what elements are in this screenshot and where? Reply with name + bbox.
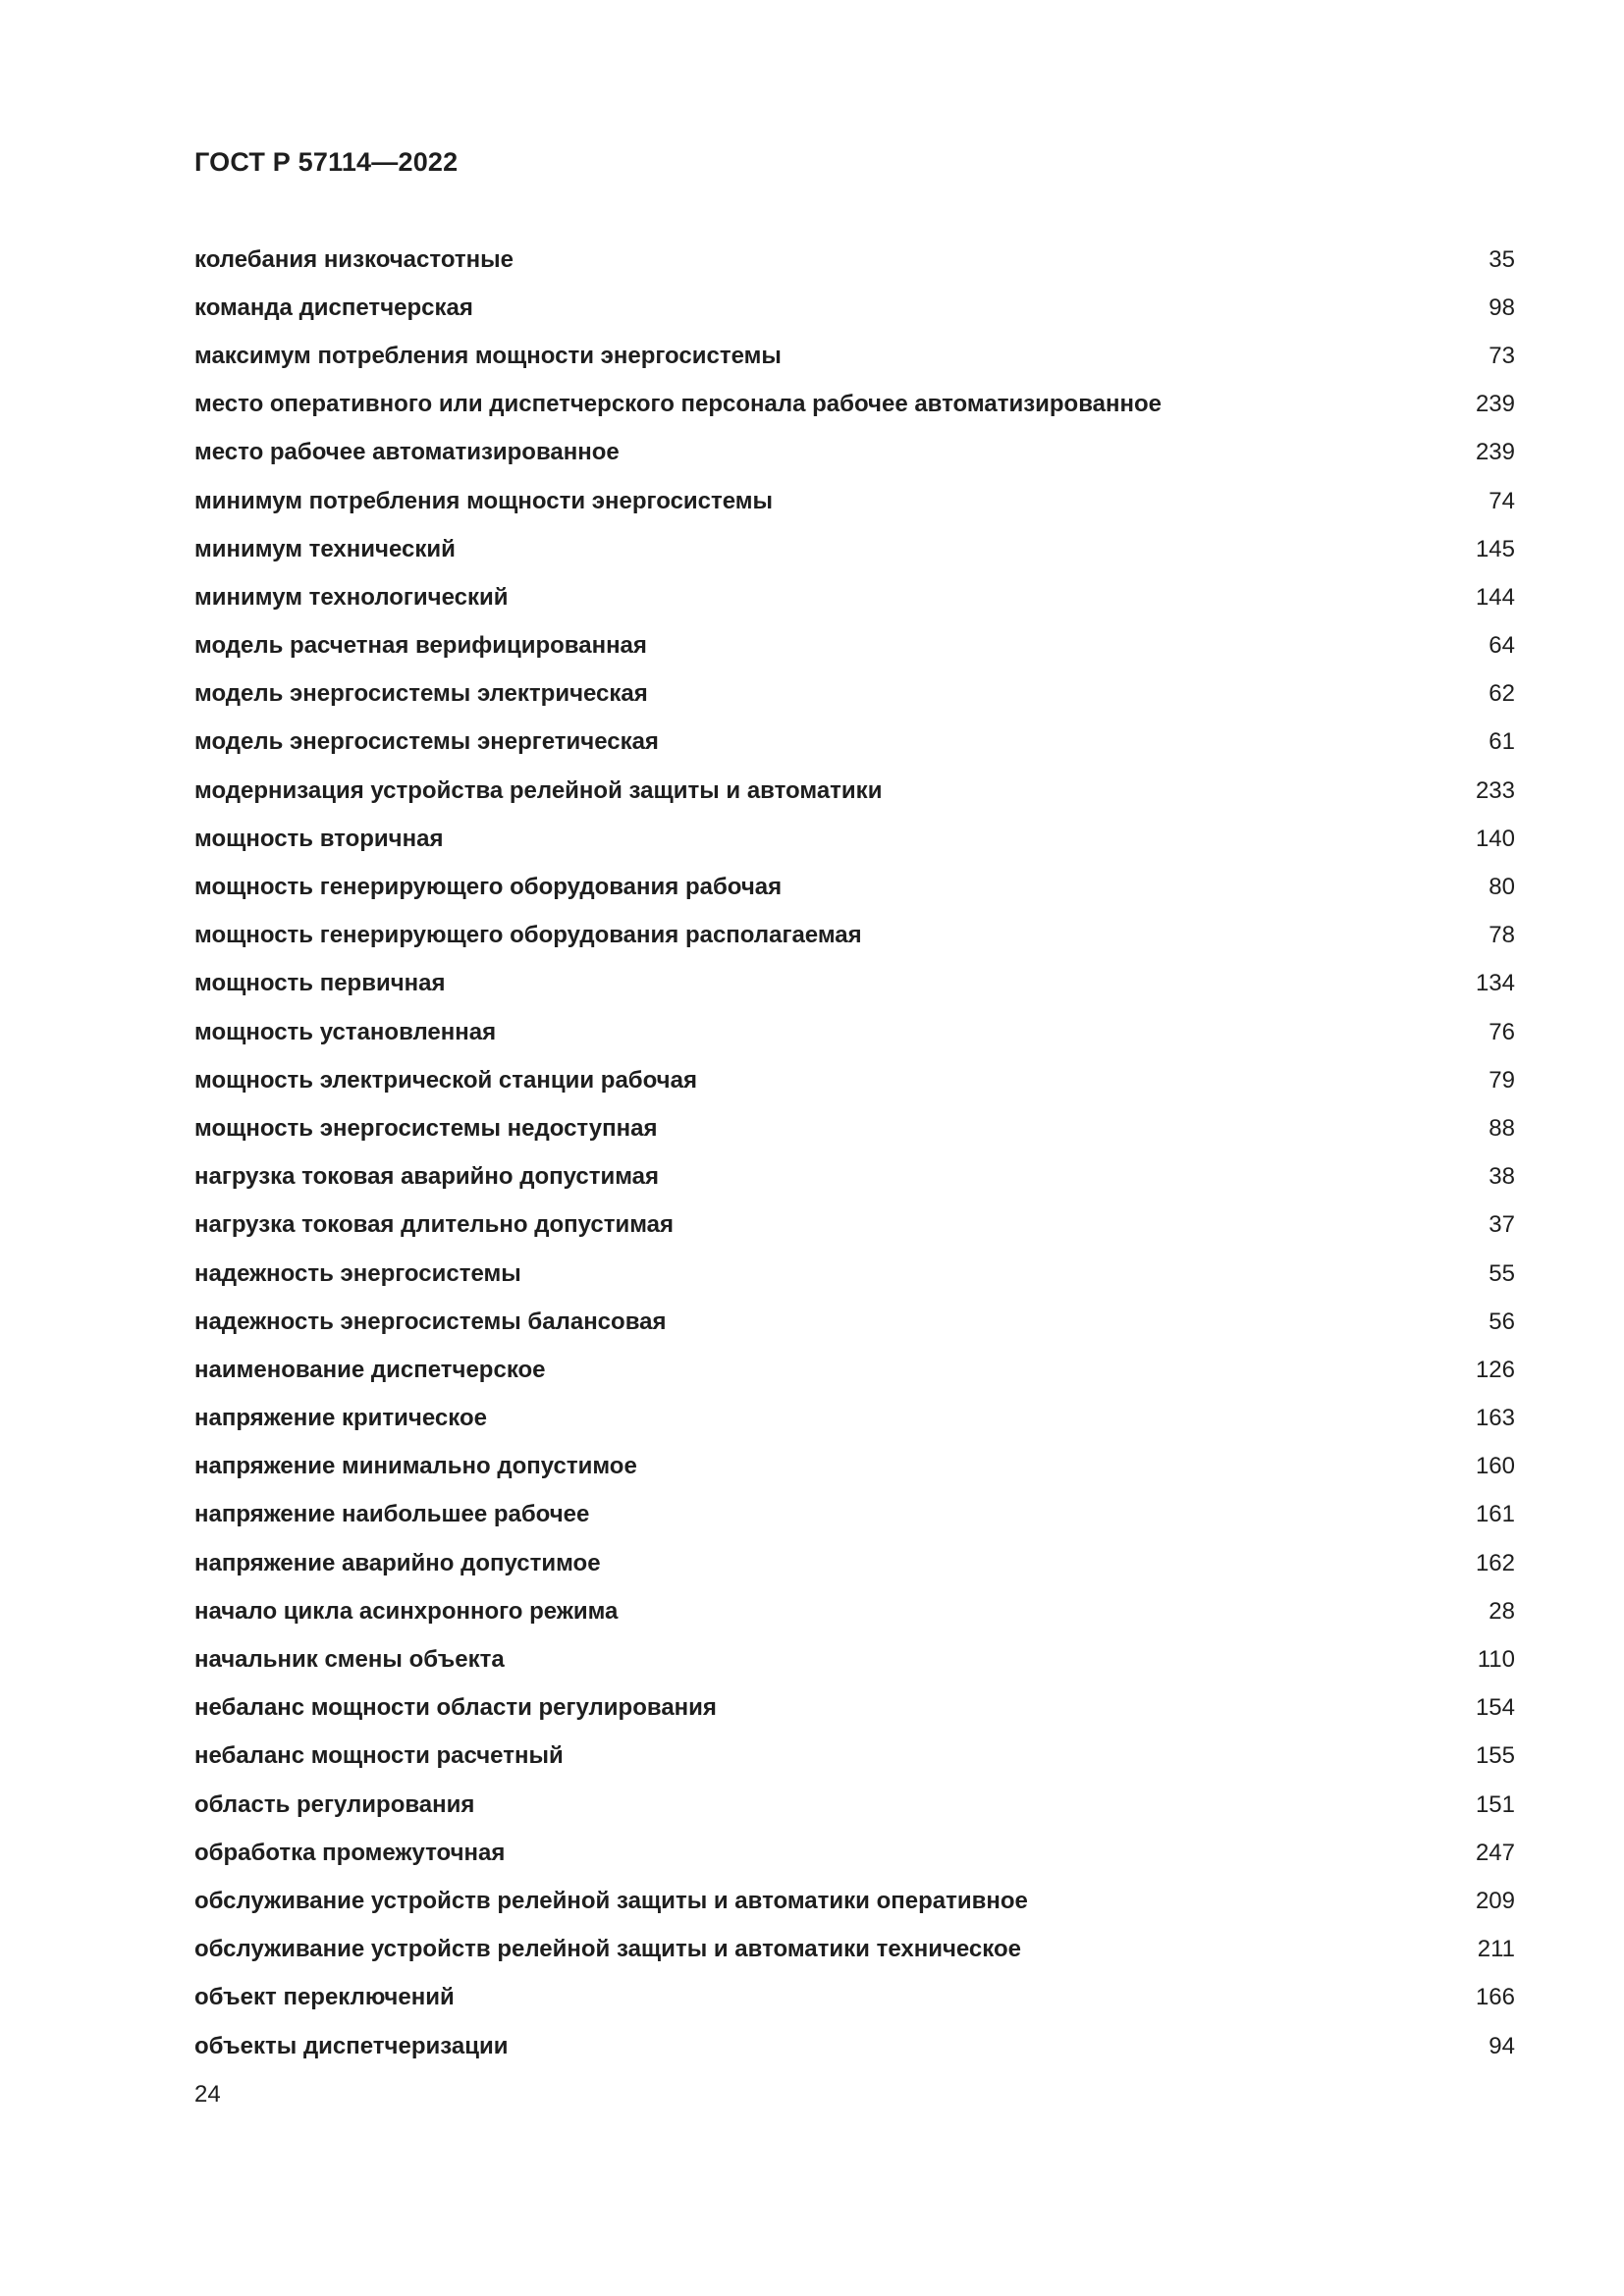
index-page-number: 64	[1489, 632, 1515, 660]
index-term: модель энергосистемы энергетическая	[194, 728, 659, 756]
index-page-number: 55	[1489, 1259, 1515, 1287]
index-term: обслуживание устройств релейной защиты и автоматики техническое	[194, 1936, 1021, 1963]
index-entry	[194, 1395, 1515, 1443]
index-entry	[194, 1587, 1515, 1635]
index-entry	[194, 1684, 1515, 1733]
index-entry	[194, 622, 1515, 670]
index-term: мощность вторичная	[194, 825, 444, 852]
index-term: минимум технический	[194, 535, 456, 562]
index-entry	[194, 670, 1515, 719]
index-page-number: 233	[1475, 776, 1515, 804]
index-page-number: 38	[1489, 1163, 1515, 1191]
index-term: объекты диспетчеризации	[194, 2032, 509, 2059]
index-entry	[194, 1104, 1515, 1152]
index-entry	[194, 332, 1515, 380]
index-page-number: 79	[1489, 1066, 1515, 1094]
index-entry	[194, 525, 1515, 573]
index-page-number: 80	[1489, 874, 1515, 901]
index-term: надежность энергосистемы балансовая	[194, 1308, 667, 1335]
index-page-number: 73	[1489, 342, 1515, 369]
index-term: наименование диспетчерское	[194, 1356, 546, 1383]
index-page-number: 76	[1489, 1018, 1515, 1045]
index-entry	[194, 429, 1515, 477]
index-page-number: 62	[1489, 680, 1515, 708]
index-entry	[194, 1491, 1515, 1539]
index-page-number: 35	[1489, 245, 1515, 273]
index-term: обработка промежуточная	[194, 1839, 506, 1866]
index-entry	[194, 1298, 1515, 1346]
index-entry	[194, 573, 1515, 621]
document-header: ГОСТ Р 57114—2022	[194, 147, 459, 177]
index-term: нагрузка токовая аварийно допустимая	[194, 1163, 659, 1191]
index-term: мощность первичная	[194, 970, 446, 997]
index-entry	[194, 1733, 1515, 1781]
index-entry	[194, 912, 1515, 960]
index-entry	[194, 1635, 1515, 1683]
index-entry	[194, 1008, 1515, 1056]
index-term: напряжение аварийно допустимое	[194, 1549, 601, 1576]
index-term: начало цикла асинхронного режима	[194, 1597, 619, 1625]
index-entry	[194, 236, 1515, 284]
index-term: минимум технологический	[194, 583, 509, 611]
index-term: модель расчетная верифицированная	[194, 632, 647, 660]
index-term: область регулирования	[194, 1790, 475, 1818]
index-entry	[194, 284, 1515, 332]
index-page-number: 74	[1489, 487, 1515, 514]
index-page-number: 78	[1489, 922, 1515, 949]
index-entry	[194, 1926, 1515, 1974]
index-entry	[194, 815, 1515, 863]
index-page-number: 110	[1477, 1646, 1515, 1674]
index-page-number: 161	[1475, 1501, 1515, 1528]
index-term: небаланс мощности расчетный	[194, 1742, 564, 1770]
index-page-number: 144	[1475, 583, 1515, 611]
index-entry	[194, 863, 1515, 911]
index-entry	[194, 381, 1515, 429]
index-entry	[194, 960, 1515, 1008]
index-page-number: 160	[1475, 1453, 1515, 1480]
index-term: напряжение критическое	[194, 1405, 487, 1432]
index-entry	[194, 1443, 1515, 1491]
index-page-number: 145	[1475, 535, 1515, 562]
index-term: обслуживание устройств релейной защиты и автоматики оперативное	[194, 1887, 1028, 1914]
index-entry	[194, 2022, 1515, 2070]
index-entry	[194, 477, 1515, 525]
index-term: мощность электрической станции рабочая	[194, 1066, 697, 1094]
index-page-number: 239	[1475, 439, 1515, 466]
index-term: колебания низкочастотные	[194, 245, 514, 273]
index-entry	[194, 1346, 1515, 1394]
index-page-number: 94	[1489, 2032, 1515, 2059]
index-page-number: 211	[1477, 1936, 1515, 1963]
index-page-number: 134	[1475, 970, 1515, 997]
index-page-number: 154	[1475, 1694, 1515, 1722]
index-entry	[194, 1056, 1515, 1104]
index-term: напряжение минимально допустимое	[194, 1453, 637, 1480]
index-term: модель энергосистемы электрическая	[194, 680, 648, 708]
index-term: напряжение наибольшее рабочее	[194, 1501, 590, 1528]
index-term: мощность установленная	[194, 1018, 497, 1045]
index-page-number: 61	[1489, 728, 1515, 756]
index-page-number: 247	[1475, 1839, 1515, 1866]
index-page-number: 98	[1489, 294, 1515, 321]
index-page-number: 209	[1475, 1887, 1515, 1914]
index-term: модернизация устройства релейной защиты и автоматики	[194, 776, 883, 804]
index-page-number: 140	[1475, 825, 1515, 852]
index-term: начальник смены объекта	[194, 1646, 505, 1674]
index-page-number: 37	[1489, 1211, 1515, 1239]
index-entry	[194, 1201, 1515, 1250]
index-page-number: 151	[1475, 1790, 1515, 1818]
index-page-number: 56	[1489, 1308, 1515, 1335]
index-term: команда диспетчерская	[194, 294, 473, 321]
index-term: мощность генерирующего оборудования рабочая	[194, 874, 783, 901]
index-entry	[194, 1250, 1515, 1298]
index-page-number: 163	[1475, 1405, 1515, 1432]
index-term: место оперативного или диспетчерского персонала рабочее автоматизированное	[194, 391, 1162, 418]
index-term: надежность энергосистемы	[194, 1259, 521, 1287]
index-page-number: 166	[1475, 1984, 1515, 2011]
index-term: небаланс мощности области регулирования	[194, 1694, 717, 1722]
index-entry	[194, 1539, 1515, 1587]
index-term: нагрузка токовая длительно допустимая	[194, 1211, 675, 1239]
index-entry	[194, 1877, 1515, 1925]
index-page-number: 155	[1475, 1742, 1515, 1770]
index-entry	[194, 767, 1515, 815]
index-page-number: 28	[1489, 1597, 1515, 1625]
index-term: максимум потребления мощности энергосистемы	[194, 342, 782, 369]
page-number: 24	[194, 2081, 221, 2108]
index-term: мощность генерирующего оборудования располагаемая	[194, 922, 862, 949]
index-page-number: 126	[1475, 1356, 1515, 1383]
index-entry	[194, 1153, 1515, 1201]
index-term: место рабочее автоматизированное	[194, 439, 620, 466]
index-entry	[194, 1974, 1515, 2022]
index-page-number: 88	[1489, 1114, 1515, 1142]
index-entry	[194, 1781, 1515, 1829]
index-term: мощность энергосистемы недоступная	[194, 1114, 658, 1142]
index-term: объект переключений	[194, 1984, 455, 2011]
index-entry	[194, 719, 1515, 767]
index-term: минимум потребления мощности энергосистемы	[194, 487, 774, 514]
index-entry	[194, 1829, 1515, 1877]
alphabetical-index-list	[194, 236, 1515, 2070]
index-page-number: 162	[1475, 1549, 1515, 1576]
index-page-number: 239	[1475, 391, 1515, 418]
